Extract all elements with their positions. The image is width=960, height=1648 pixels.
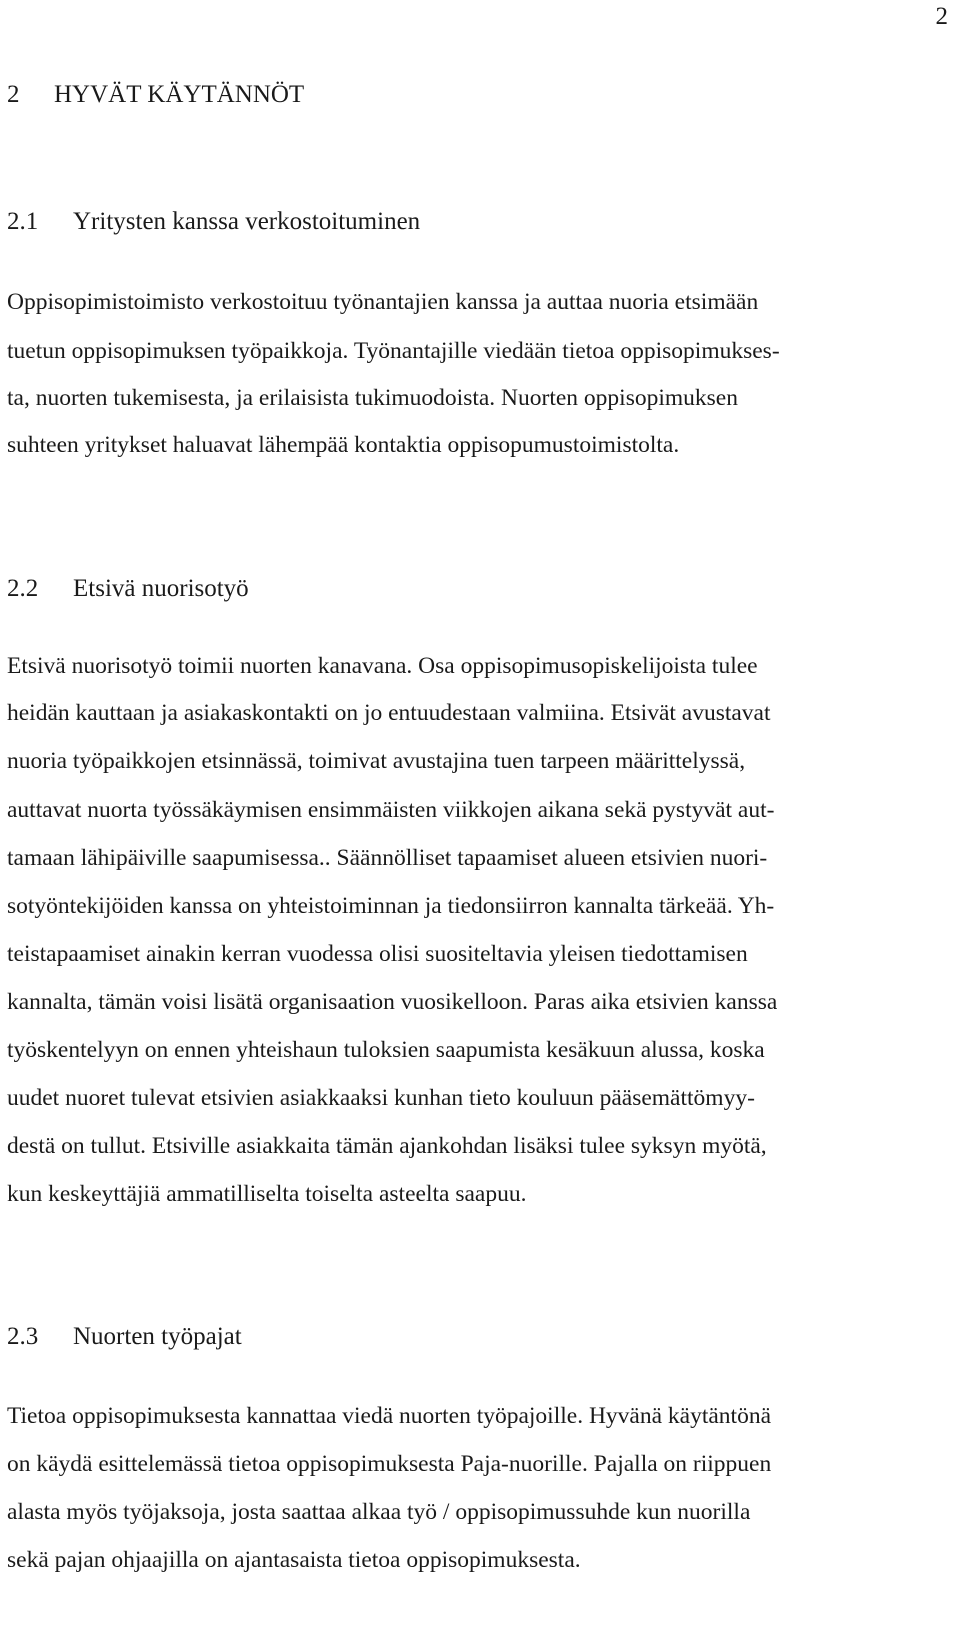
paragraph-line: tamaan lähipäiville saapumisessa.. Säännölliset tapaamiset alueen etsivien nuori- [7, 845, 768, 871]
section-number: 2.2 [7, 575, 39, 602]
paragraph-line: auttavat nuorta työssäkäymisen ensimmäisten viikkojen aikana sekä pystyvät aut- [7, 797, 775, 823]
paragraph-line: Etsivä nuorisotyö toimii nuorten kanavana. Osa oppisopimusopiskelijoista tulee [7, 653, 758, 679]
paragraph-line: nuoria työpaikkojen etsinnässä, toimivat avustajina tuen tarpeen määrittelyssä, [7, 748, 746, 774]
chapter-heading [7, 80, 304, 110]
paragraph-line: sotyöntekijöiden kanssa on yhteistoiminnan ja tiedonsiirron kannalta tärkeää. Yh- [7, 893, 775, 919]
chapter-title: HYVÄT KÄYTÄNNÖT [54, 81, 305, 108]
section-heading-2-3 [7, 1322, 242, 1352]
paragraph-line: sekä pajan ohjaajilla on ajantasaista tietoa oppisopimuksesta. [7, 1547, 581, 1573]
paragraph-line: tuetun oppisopimuksen työpaikkoja. Työnantajille viedään tietoa oppisopimukses- [7, 338, 780, 364]
paragraph-line: Tietoa oppisopimuksesta kannattaa viedä nuorten työpajoille. Hyvänä käytäntönä [7, 1403, 772, 1429]
paragraph-line: alasta myös työjaksoja, josta saattaa alkaa työ / oppisopimussuhde kun nuorilla [7, 1499, 751, 1525]
section-title: Etsivä nuorisotyö [73, 575, 249, 602]
paragraph-line: heidän kauttaan ja asiakaskontakti on jo entuudestaan valmiina. Etsivät avustavat [7, 700, 771, 726]
paragraph-line: uudet nuoret tulevat etsivien asiakkaaksi kunhan tieto kouluun pääsemättömyy- [7, 1085, 755, 1111]
paragraph-line: on käydä esittelemässä tietoa oppisopimuksesta Paja-nuorille. Pajalla on riippuen [7, 1451, 772, 1477]
section-title: Nuorten työpajat [73, 1323, 242, 1350]
paragraph-line: teistapaamiset ainakin kerran vuodessa olisi suositeltavia yleisen tiedottamisen [7, 941, 748, 967]
section-number: 2.3 [7, 1323, 39, 1350]
section-number: 2.1 [7, 208, 39, 235]
page-number: 2 [935, 3, 948, 30]
paragraph-line: työskentelyyn on ennen yhteishaun tuloksien saapumista kesäkuun alussa, koska [7, 1037, 765, 1063]
chapter-number: 2 [7, 81, 20, 108]
paragraph-line: Oppisopimistoimisto verkostoituu työnantajien kanssa ja auttaa nuoria etsimään [7, 289, 759, 315]
paragraph-line: ta, nuorten tukemisesta, ja erilaisista tukimuodoista. Nuorten oppisopimuksen [7, 385, 738, 411]
paragraph-line: suhteen yritykset haluavat lähempää kontaktia oppisopumustoimistolta. [7, 432, 680, 458]
paragraph-line: kun keskeyttäjiä ammatilliselta toiselta asteelta saapuu. [7, 1181, 527, 1207]
paragraph-line: kannalta, tämän voisi lisätä organisaation vuosikelloon. Paras aika etsivien kanssa [7, 989, 778, 1015]
section-title: Yritysten kanssa verkostoituminen [73, 208, 421, 235]
section-heading-2-1 [7, 207, 420, 237]
section-heading-2-2 [7, 574, 249, 604]
paragraph-line: destä on tullut. Etsiville asiakkaita tämän ajankohdan lisäksi tulee syksyn myötä, [7, 1133, 767, 1159]
